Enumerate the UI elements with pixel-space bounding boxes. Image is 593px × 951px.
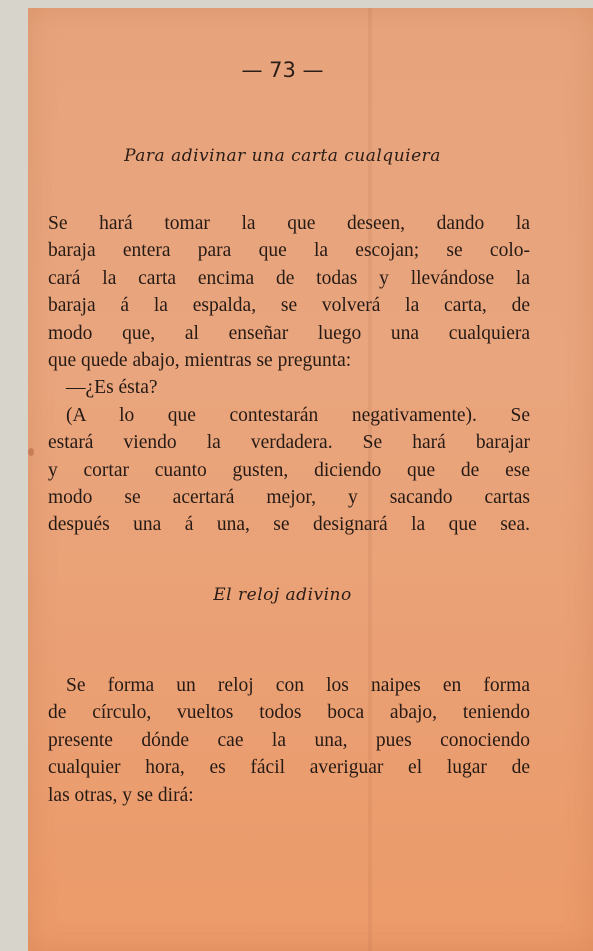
text-line: presente dónde cae la una, pues conociendo (48, 729, 530, 751)
text-line: modo se acertará mejor, y sacando cartas (48, 487, 530, 509)
text-line: modo que, al enseñar luego una cualquiera (48, 322, 530, 344)
section-title-carta: Para adivinar una carta cualquiera (124, 146, 441, 166)
paragraph-carta (48, 210, 530, 539)
section-title-reloj: El reloj adivino (213, 585, 352, 605)
text-line: de círculo, vueltos todos boca abajo, teniendo (48, 702, 530, 724)
text-line: cualquier hora, es fácil averiguar el lugar de (48, 757, 530, 779)
text-line: que quede abajo, mientras se pregunta: (48, 350, 352, 372)
text-line: Se hará tomar la que deseen, dando la (48, 213, 530, 234)
text-line: estará viendo la verdadera. Se hará barajar (48, 432, 530, 454)
page-number: — 73 — (241, 58, 324, 82)
text-line: baraja á la espalda, se volverá la carta, de (48, 295, 530, 317)
text-line: después una á una, se designará la que sea. (48, 514, 530, 536)
ink-stain (28, 448, 34, 456)
text-line: Se forma un reloj con los naipes en forma (66, 675, 530, 696)
text-line: y cortar cuanto gusten, diciendo que de ese (48, 459, 530, 481)
text-line: cará la carta encima de todas y llevándose la (48, 267, 530, 289)
text-line: las otras, y se dirá: (48, 784, 194, 806)
text-line: (A lo que contestarán negativamente). Se (66, 404, 530, 426)
paragraph-reloj (48, 672, 530, 809)
text-line: baraja entera para que la escojan; se colo- (48, 240, 530, 262)
text-line: —¿Es ésta? (66, 377, 158, 399)
